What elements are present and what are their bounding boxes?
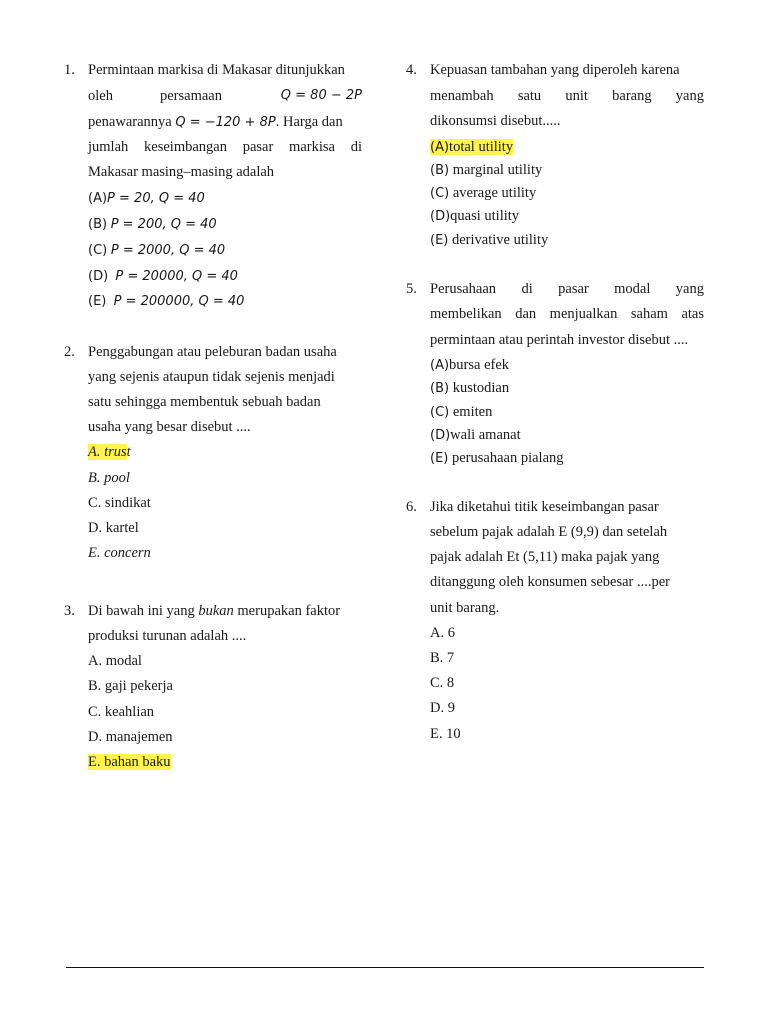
answer-option[interactable]: B. pool bbox=[88, 470, 130, 486]
question-text-line: permintaan atau perintah investor disebut .... bbox=[430, 332, 689, 348]
question-number: 5. bbox=[406, 281, 417, 297]
option-text: quasi utility bbox=[450, 208, 520, 224]
answer-option-highlighted[interactable] bbox=[88, 442, 131, 462]
question-text-line bbox=[88, 112, 362, 133]
option-label: (B) bbox=[430, 163, 450, 178]
word: penawarannya bbox=[88, 114, 176, 130]
supply-equation: Q = −120 + 8P bbox=[175, 115, 276, 130]
highlight: E. bahan baku bbox=[88, 754, 171, 770]
answer-option[interactable]: A. 6 bbox=[430, 625, 455, 641]
option-label: (D) bbox=[88, 269, 109, 284]
question-text-line: Permintaan markisa di Makasar ditunjukkan bbox=[88, 62, 345, 78]
question-number: 1. bbox=[64, 62, 75, 78]
option-text-tail: t bbox=[126, 444, 131, 460]
option-label: (A) bbox=[430, 140, 450, 155]
question-text-line: membelikan dan menjualkan saham atas bbox=[430, 306, 704, 322]
question-text-line: dikonsumsi disebut..... bbox=[430, 113, 561, 129]
option-label: (B) bbox=[430, 381, 450, 396]
option-label: (A) bbox=[430, 358, 450, 373]
answer-option[interactable] bbox=[430, 425, 521, 446]
answer-option[interactable] bbox=[430, 448, 564, 469]
answer-option-highlighted[interactable] bbox=[430, 137, 513, 158]
answer-option[interactable]: E. concern bbox=[88, 545, 151, 561]
answer-option[interactable]: D. 9 bbox=[430, 700, 455, 716]
option-text: total utility bbox=[449, 139, 514, 155]
question-text-line: Kepuasan tambahan yang diperoleh karena bbox=[430, 62, 680, 78]
option-text: kustodian bbox=[452, 380, 510, 396]
answer-option[interactable] bbox=[430, 402, 492, 423]
option-label: (C) bbox=[430, 186, 450, 201]
option-text: perusahaan pialang bbox=[451, 450, 564, 466]
answer-option-highlighted[interactable] bbox=[88, 752, 171, 772]
answer-option[interactable] bbox=[88, 214, 217, 235]
question-text-line: Jika diketahui titik keseimbangan pasar bbox=[430, 499, 659, 515]
question-text-line: satu sehingga membentuk sebuah badan bbox=[88, 394, 321, 410]
answer-option[interactable]: C. sindikat bbox=[88, 495, 151, 511]
answer-option[interactable]: B. 7 bbox=[430, 650, 455, 666]
question-text-line: jumlah keseimbangan pasar markisa di bbox=[88, 139, 362, 155]
answer-option[interactable]: D. manajemen bbox=[88, 729, 173, 745]
question-number: 6. bbox=[406, 499, 417, 515]
answer-option[interactable]: A. modal bbox=[88, 653, 142, 669]
option-label: (D) bbox=[430, 209, 451, 224]
option-text: average utility bbox=[452, 185, 537, 201]
question-text-line: sebelum pajak adalah E (9,9) dan setelah bbox=[430, 524, 668, 540]
question-text-line: produksi turunan adalah .... bbox=[88, 628, 247, 644]
answer-option[interactable]: D. kartel bbox=[88, 520, 139, 536]
word: persamaan bbox=[160, 88, 222, 104]
answer-option[interactable] bbox=[88, 291, 244, 312]
question-text-line: pajak adalah Et (5,11) maka pajak yang bbox=[430, 549, 660, 565]
option-text: bursa efek bbox=[449, 357, 510, 373]
option-label: (E) bbox=[88, 294, 107, 309]
option-label: (B) bbox=[88, 217, 108, 232]
question-text-line: usaha yang besar disebut .... bbox=[88, 419, 251, 435]
answer-option[interactable] bbox=[430, 230, 548, 251]
option-label: (A) bbox=[88, 191, 108, 206]
option-text: emiten bbox=[452, 404, 493, 420]
option-label: (C) bbox=[430, 405, 450, 420]
answer-option[interactable]: E. 10 bbox=[430, 726, 461, 742]
emphasis: bukan bbox=[198, 603, 234, 619]
question-text-line: Penggabungan atau peleburan badan usaha bbox=[88, 344, 337, 360]
highlight: A. trus bbox=[88, 444, 127, 460]
answer-option[interactable] bbox=[430, 206, 519, 227]
footer-rule bbox=[66, 967, 704, 968]
option-text: P = 200000, Q = 40 bbox=[113, 294, 245, 309]
word: . Harga dan bbox=[275, 114, 343, 130]
answer-option[interactable] bbox=[430, 160, 542, 181]
option-label: (E) bbox=[430, 451, 449, 466]
demand-equation: Q = 80 − 2P bbox=[280, 88, 362, 103]
answer-option[interactable] bbox=[430, 355, 509, 376]
question-text-line: menambah satu unit barang yang bbox=[430, 88, 704, 104]
option-label: (C) bbox=[88, 243, 108, 258]
question-text-line: yang sejenis ataupun tidak sejenis menjadi bbox=[88, 369, 335, 385]
option-text: P = 2000, Q = 40 bbox=[110, 243, 226, 258]
answer-option[interactable] bbox=[88, 266, 238, 287]
answer-option[interactable]: B. gaji pekerja bbox=[88, 678, 173, 694]
question-number: 2. bbox=[64, 344, 75, 360]
word: Di bawah ini yang bbox=[88, 603, 199, 619]
question-number: 3. bbox=[64, 603, 75, 619]
question-text-line: ditanggung oleh konsumen sebesar ....per bbox=[430, 574, 671, 590]
option-text: derivative utility bbox=[451, 232, 549, 248]
option-label: (D) bbox=[430, 428, 451, 443]
answer-option[interactable] bbox=[430, 183, 536, 204]
question-text-line: unit barang. bbox=[430, 600, 500, 616]
option-text: P = 20, Q = 40 bbox=[107, 191, 205, 206]
option-text: wali amanat bbox=[450, 427, 521, 443]
answer-option[interactable] bbox=[88, 188, 205, 209]
question-number: 4. bbox=[406, 62, 417, 78]
question-text-line: Makasar masing–masing adalah bbox=[88, 164, 275, 180]
question-text-line bbox=[88, 601, 362, 621]
option-text: marginal utility bbox=[452, 162, 543, 178]
option-label: (E) bbox=[430, 233, 449, 248]
word: oleh bbox=[88, 88, 113, 104]
answer-option[interactable]: C. 8 bbox=[430, 675, 455, 691]
option-text: P = 20000, Q = 40 bbox=[115, 269, 238, 284]
answer-option[interactable] bbox=[430, 378, 509, 399]
answer-option[interactable]: C. keahlian bbox=[88, 704, 155, 720]
option-text: P = 200, Q = 40 bbox=[110, 217, 217, 232]
word: merupakan faktor bbox=[233, 603, 341, 619]
question-text-line: Perusahaan di pasar modal yang bbox=[430, 281, 704, 297]
answer-option[interactable] bbox=[88, 240, 225, 261]
